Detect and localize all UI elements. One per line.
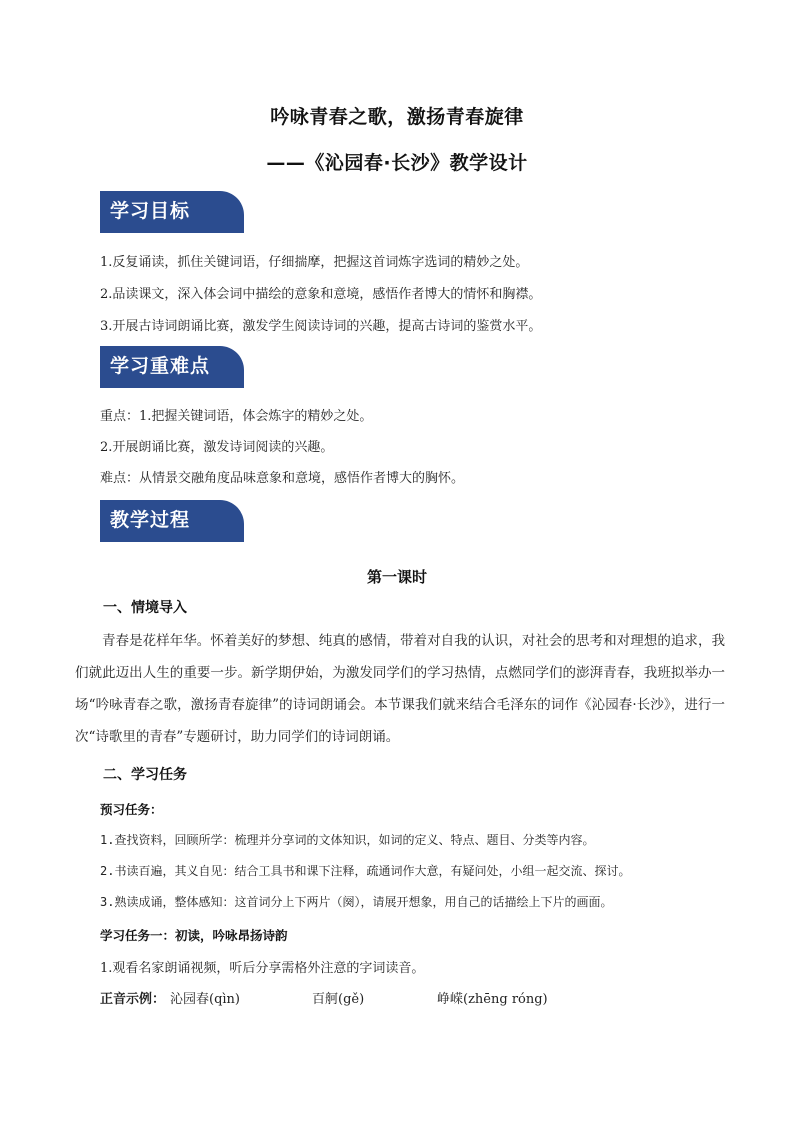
part2-title: 二、学习任务 — [103, 767, 187, 783]
section-header-key-points: 学习重难点 — [100, 346, 244, 388]
document-title: 吟咏青春之歌，激扬青春旋律 — [270, 106, 524, 128]
section-header-process: 教学过程 — [100, 500, 244, 542]
part1-title: 一、情境导入 — [103, 600, 187, 616]
goal-item-3: 3.开展古诗词朗诵比赛，激发学生阅读诗词的兴趣，提高古诗词的鉴赏水平。 — [100, 319, 542, 334]
goal-item-1: 1.反复诵读，抓住关键词语，仔细揣摩，把握这首词炼字选词的精妙之处。 — [100, 255, 529, 270]
difficult-point: 难点：从情景交融角度品味意象和意境，感悟作者博大的胸怀。 — [100, 471, 465, 486]
pinyin-example-3: 峥嵘(zhēng róng) — [437, 992, 548, 1007]
key-point-1: 重点：1.把握关键词语，体会炼字的精妙之处。 — [100, 409, 373, 424]
preview-item-3: 3.熟读成诵，整体感知：这首词分上下两片（阕），请展开想象，用自己的话描绘上下片的画面。 — [100, 895, 613, 909]
task1-label: 学习任务一：初读，吟咏昂扬诗韵 — [100, 928, 288, 943]
preview-label: 预习任务： — [100, 802, 163, 817]
task1-item: 1.观看名家朗诵视频，听后分享需格外注意的字词读音。 — [100, 961, 425, 976]
lesson-heading: 第一课时 — [366, 568, 427, 586]
goal-item-2: 2.品读课文，深入体会词中描绘的意象和意境，感悟作者博大的情怀和胸襟。 — [100, 287, 542, 302]
preview-item-2: 2.书读百遍，其义自见：结合工具书和课下注释，疏通词作大意，有疑问处，小组一起交流、探讨。 — [100, 864, 631, 878]
section-header-goals: 学习目标 — [100, 191, 244, 233]
key-point-2: 2.开展朗诵比赛，激发诗词阅读的兴趣。 — [100, 440, 334, 455]
part1-paragraph: 青春是花样年华。怀着美好的梦想、纯真的感情，带着对自我的认识，对社会的思考和对理想的追求，我们就此迈出人生的重要一步。新学期伊始，为激发同学们的学习热情，点燃同学们的澎湃青春，我班拟举办一场“吟咏青春之歌，激扬青春旋律”的诗词朗诵会。本节课我们就来结合毛泽东的词作《沁园春·长沙》，进行一次“诗歌里的青春”专题研讨，助力同学们的诗词朗诵。 — [75, 633, 725, 745]
document-subtitle: ——《沁园春·长沙》教学设计 — [266, 152, 528, 174]
pinyin-label: 正音示例： — [100, 992, 166, 1007]
pinyin-example-2: 百舸(gě) — [312, 992, 365, 1007]
pinyin-example-1: 沁园春(qìn) — [170, 992, 240, 1007]
preview-item-1: 1.查找资料，回顾所学：梳理并分享词的文体知识，如词的定义、特点、题目、分类等内容。 — [100, 833, 595, 847]
